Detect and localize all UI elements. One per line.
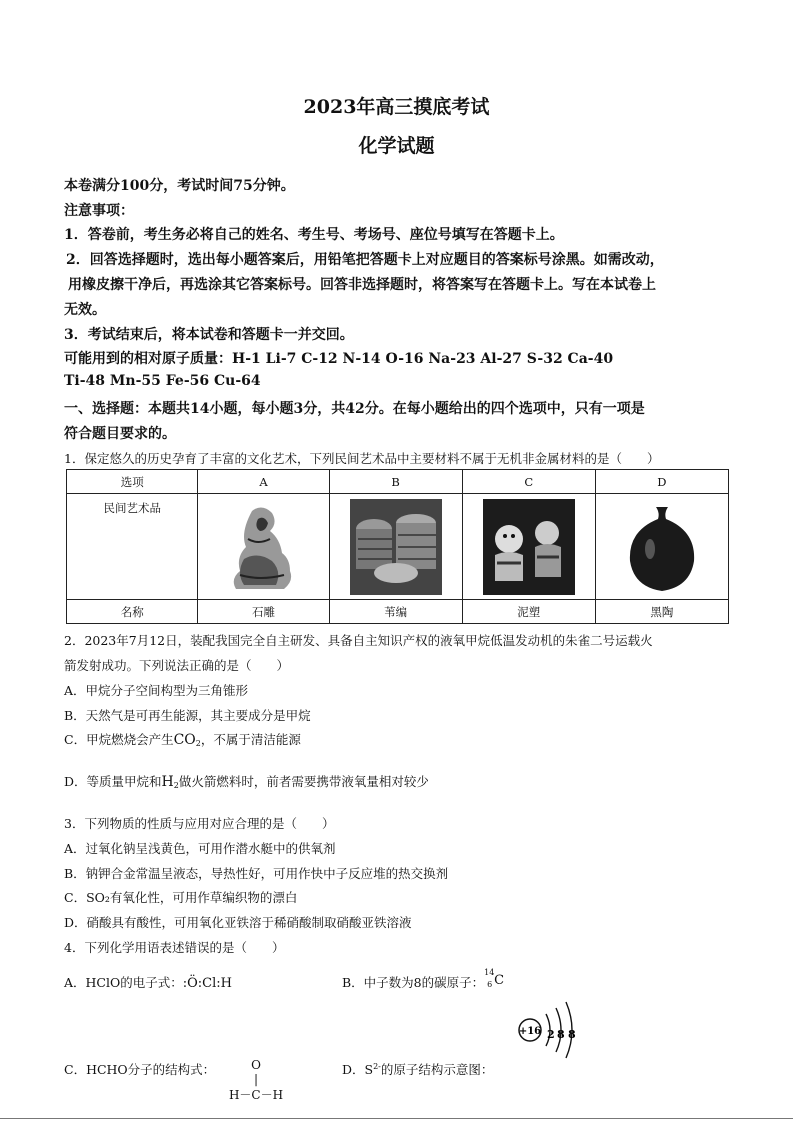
shell-3-count: 8	[568, 1028, 576, 1041]
q4-b-symbol: C	[494, 973, 505, 988]
clay-figurine-image	[483, 499, 575, 595]
name-a: 石雕	[198, 600, 329, 624]
q2-option-d	[64, 772, 429, 790]
q4-d-text: 的原子结构示意图：	[380, 1062, 494, 1077]
section1-heading: 一、选择题：本题共14小题，每小题3分，共42分。在每小题给出的四个选项中，只有一项是	[64, 401, 645, 417]
q1-stem: 1．保定悠久的历史孕育了丰富的文化艺术，下列民间艺术品中主要材料不属于无机非金属材料的是（ ）	[64, 451, 660, 466]
photo-black-pottery	[595, 494, 728, 600]
q2-c-subscript: 2	[195, 739, 201, 748]
name-b: 苇编	[329, 600, 462, 624]
q4-b-isotope	[484, 968, 506, 989]
notice-2b: 用橡皮擦干净后，再选涂其它答案标号。回答非选择题时，将答案写在答题卡上。写在本试卷上	[68, 277, 656, 293]
q4-stem: 4．下列化学用语表述错误的是（ ）	[64, 940, 285, 955]
table-row-label-art: 民间艺术品	[67, 494, 198, 600]
notice-3: 3．考试结束后，将本试卷和答题卡一并交回。	[64, 327, 354, 343]
q2-option-c	[64, 730, 301, 748]
q3-stem: 3．下列物质的性质与应用对应合理的是（ ）	[64, 816, 335, 831]
q3-option-d: D．硝酸具有酸性，可用氧化亚铁溶于稀硝酸制取硝酸亚铁溶液	[64, 915, 412, 930]
nucleus-label: +16	[518, 1026, 542, 1037]
table-header-d: D	[595, 470, 728, 494]
page-subtitle: 化学试题	[358, 135, 435, 157]
q1-options-table	[66, 469, 729, 624]
q3-option-a: A．过氧化钠呈浅黄色，可用作潜水艇中的供氧剂	[64, 841, 336, 856]
photo-reed-weaving	[329, 494, 462, 600]
q2-c-text-post: ，不属于清洁能源	[200, 732, 301, 747]
q4-b-mass-number: 14	[484, 968, 495, 977]
photo-clay-figurine	[462, 494, 595, 600]
q2-option-b: B．天然气是可再生能源，其主要成分是甲烷	[64, 708, 311, 723]
notice-1: 1．答卷前，考生务必将自己的姓名、考生号、考场号、座位号填写在答题卡上。	[64, 227, 564, 243]
page-title: 2023年高三摸底考试	[303, 96, 490, 118]
shell-2-count: 8	[557, 1028, 565, 1041]
q4-option-a	[64, 973, 232, 991]
q2-stem-b: 箭发射成功。下列说法正确的是（ ）	[64, 658, 290, 673]
shell-1-count: 2	[547, 1028, 555, 1041]
score-line: 本卷满分100分，考试时间75分钟。	[64, 178, 295, 194]
table-row-label-name: 名称	[67, 600, 198, 624]
atomic-mass-line-1: 可能用到的相对原子质量：H-1 Li-7 C-12 N-14 O-16 Na-23 Al-27 S-32 Ca-40	[64, 351, 614, 367]
q4-c-hch: H－C－H	[228, 1088, 284, 1102]
q3-option-b: B．钠钾合金常温呈液态，导热性好，可用作快中子反应堆的热交换剂	[64, 866, 449, 881]
q4-b-label: B．中子数为8的碳原子：	[342, 975, 485, 990]
sulfur-ion-structure-diagram	[516, 1000, 588, 1060]
q4-a-electron-formula: :Ö:Cl:H	[182, 976, 232, 991]
reed-weaving-image	[350, 499, 442, 595]
bottom-rule	[0, 1118, 793, 1119]
photo-stone-carving	[198, 494, 329, 600]
q4-b-atomic-number: 6	[487, 980, 493, 989]
q4-d-charge: 2-	[373, 1062, 381, 1071]
q2-d-text-post: 做火箭燃料时，前者需要携带液氧量相对较少	[178, 774, 429, 789]
q4-c-double-bond: |	[253, 1072, 259, 1086]
q4-option-b	[342, 968, 506, 991]
q2-c-text-pre: C．甲烷燃烧会产生	[64, 732, 174, 747]
q2-c-co2	[174, 732, 201, 748]
q4-option-c: C．HCHO分子的结构式：	[64, 1062, 216, 1077]
table-header-c: C	[462, 470, 595, 494]
q4-option-d	[342, 1060, 493, 1078]
section1-heading-cont: 符合题目要求的。	[64, 426, 176, 442]
q2-d-subscript: 2	[173, 781, 179, 790]
q3-option-c: C．SO₂有氧化性，可用作草编织物的漂白	[64, 890, 298, 905]
q2-d-formula: H	[161, 774, 174, 790]
table-header-option: 选项	[67, 470, 198, 494]
q4-c-structure	[228, 1058, 284, 1103]
name-c: 泥塑	[462, 600, 595, 624]
q4-c-oxygen: O	[251, 1058, 261, 1072]
q2-option-a: A．甲烷分子空间构型为三角锥形	[64, 683, 249, 698]
q2-c-formula: CO	[173, 732, 196, 748]
black-pottery-image	[616, 499, 708, 595]
notice-2c: 无效。	[64, 302, 106, 318]
table-header-a: A	[198, 470, 329, 494]
q2-d-h2	[162, 774, 179, 790]
atomic-mass-line-2: Ti-48 Mn-55 Fe-56 Cu-64	[64, 373, 261, 389]
notice-2a: 2．回答选择题时，选出每小题答案后，用铅笔把答题卡上对应题目的答案标号涂黑。如需改动，	[66, 252, 664, 268]
table-header-b: B	[329, 470, 462, 494]
q4-d-label: D．S	[342, 1062, 374, 1077]
q2-stem-a: 2．2023年7月12日，装配我国完全自主研发、具备自主知识产权的液氧甲烷低温发动机的朱雀二号运载火	[64, 633, 653, 648]
name-d: 黑陶	[595, 600, 728, 624]
notice-title: 注意事项：	[64, 203, 134, 219]
stone-carving-image	[218, 499, 310, 595]
q2-d-text-pre: D．等质量甲烷和	[64, 774, 162, 789]
q4-a-label: A．HClO的电子式：	[64, 975, 183, 990]
